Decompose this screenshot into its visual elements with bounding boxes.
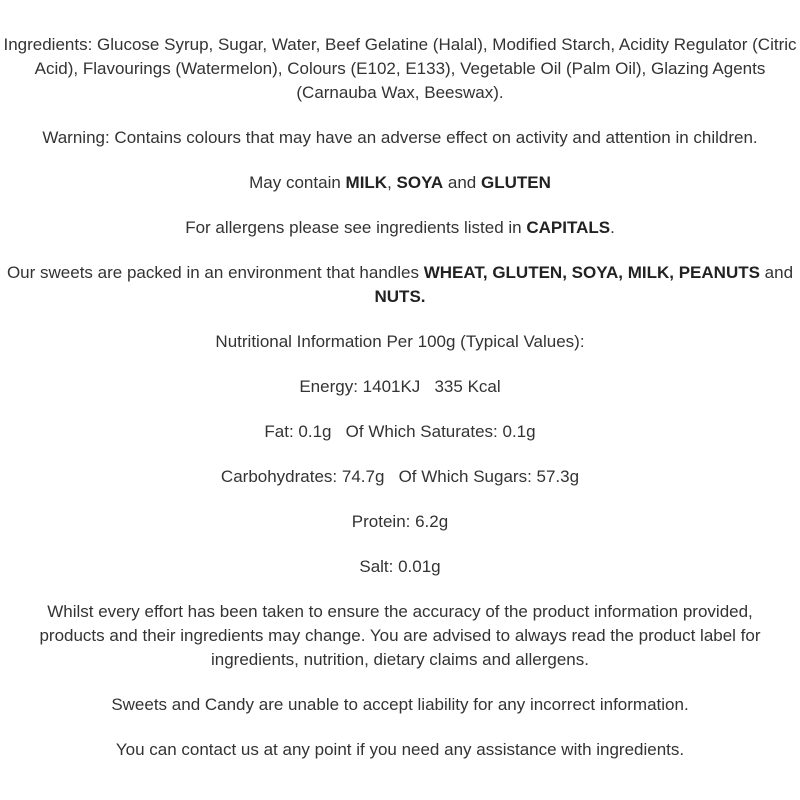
nutrition-fat: Fat: 0.1g Of Which Saturates: 0.1g bbox=[264, 422, 536, 441]
nutrition-protein: Protein: 6.2g bbox=[351, 512, 449, 531]
may-contain-text bbox=[0, 171, 800, 195]
disclaimer-text: Whilst every effort has been taken to ensure the accuracy of the product information provided, products and their ingredients may change. You are advised to always read the product label for ingredients, nutrition, dietary claims and allergens. bbox=[39, 602, 761, 669]
ingredients-text: Ingredients: Glucose Syrup, Sugar, Water, Beef Gelatine (Halal), Modified Starch, Acidity Regulator (Citric Acid), Flavourings (Watermelon), Colours (E102, E133), Vegetable Oil (Palm Oil), Glazing Agents (Carnauba Wax, Beeswax). bbox=[3, 35, 797, 102]
allergen-milk: MILK bbox=[345, 173, 388, 192]
allergens-note-suffix: . bbox=[610, 218, 615, 237]
allergens-note-prefix: For allergens please see ingredients listed in bbox=[185, 218, 527, 237]
packing-note-prefix: Our sweets are packed in an environment that handles bbox=[6, 263, 424, 282]
may-contain-prefix: May contain bbox=[249, 173, 346, 192]
nutrition-salt: Salt: 0.01g bbox=[359, 557, 441, 576]
contact-text: You can contact us at any point if you need any assistance with ingredients. bbox=[115, 740, 685, 759]
liability-text: Sweets and Candy are unable to accept liability for any incorrect information. bbox=[111, 695, 689, 714]
allergen-gluten: GLUTEN bbox=[480, 173, 551, 192]
nutrition-carbohydrates: Carbohydrates: 74.7g Of Which Sugars: 57.3g bbox=[220, 467, 580, 486]
packing-note-list: WHEAT, GLUTEN, SOYA, MILK, PEANUTS bbox=[423, 263, 760, 282]
warning-text: Warning: Contains colours that may have an adverse effect on activity and attention in children. bbox=[42, 128, 758, 147]
nutrition-energy: Energy: 1401KJ 335 Kcal bbox=[299, 377, 501, 396]
may-contain-sep1: , bbox=[387, 173, 397, 192]
allergens-note-capitals: CAPITALS bbox=[526, 218, 611, 237]
nutrition-heading: Nutritional Information Per 100g (Typical Values): bbox=[215, 332, 585, 351]
may-contain-sep2: and bbox=[443, 173, 481, 192]
packing-note bbox=[0, 261, 800, 309]
allergens-note bbox=[0, 216, 800, 240]
packing-note-nuts: NUTS. bbox=[374, 287, 426, 306]
packing-note-mid: and bbox=[759, 263, 794, 282]
allergen-soya: SOYA bbox=[396, 173, 444, 192]
